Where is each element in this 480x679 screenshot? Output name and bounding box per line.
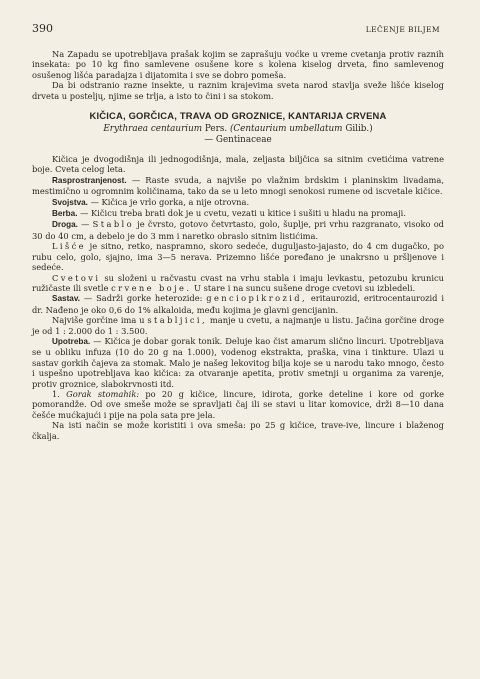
- running-head: LEČENJE BILJEM: [365, 25, 440, 34]
- intro-paragraph-1: Na Zapadu se upotrebljava prašak kojim se zaprašuju voćke u vreme cvetanja protiv raznih insekata: po 10 kg fino samlevene osušene kore s kolena kiselog drveta, fino samlevenog osušenog lišća paradajza i dijatomita i sve se dobro pomeša.: [32, 49, 444, 80]
- leaves-term: Lišće: [52, 241, 86, 252]
- distribution-label: Rasprostranjenost.: [52, 175, 127, 185]
- latin-synonym: (Centaurium umbellatum: [229, 124, 343, 135]
- latin-author: Pers.: [204, 124, 228, 135]
- flowers-paragraph: Cvetovi su složeni u račvastu cvast na vrhu stabla i imaju levkastu, petozubu krunicu ružičaste ili svetle crvene boje. U stare i na suncu sušene droge cvetovi su izbledeli.: [32, 272, 444, 293]
- distribution-paragraph: Rasprostranjenost. — Raste svuda, a najviše po vlažnim brdskim i planinskim livadama, mestimično u ogromnim količinama, tako da se u leto mnogi senokosi rumene od iscvetale kičice.: [32, 174, 444, 197]
- recipe-paragraph: 1. Gorak stomahik: po 20 g kičice, lincure, idirota, gorke deteline i kore od gorke pomorandže. Od ove smeše može se spravljati čaj ili se stavi u litar komovice, drži 8—10 dana češće mućkajući i pije na pola sata pre jela.: [32, 388, 444, 420]
- latin-name: Erythraea centaurium: [103, 124, 203, 135]
- composition-paragraph: Sastav. — Sadrži gorke heterozide: genciopikrozid, eritaurozid, eritrocentaurozid i dr. Nađeno je oko 0,6 do 1% alkaloida, među kojima je glavni gencijanin.: [32, 293, 444, 315]
- description-paragraph: Kičica je dvogodišnja ili jednogodišnja, mala, zeljasta biljčica sa sitnim cvetićima vatrene boje. Cveta celog leta.: [32, 154, 444, 175]
- harvest-paragraph: Berba. — Kičicu treba brati dok je u cvetu, vezati u kitice i sušiti u hladu na promaji.: [52, 208, 406, 219]
- latin-name-line: [32, 124, 444, 135]
- drug-paragraph: Droga. — Stablo je čvrsto, gotovo četvrtasto, golo, šuplje, pri vrhu razgranato, visoko od 30 do 40 cm, a debelo je do 3 mm i naretko obraslo sitnim listićima.: [32, 219, 444, 241]
- intro-paragraph-2: Da bi odstranio razne insekte, u raznim krajevima sveta narod stavlja sveže lišće kiselog drveta u posteljų, njime se trlja, a isto to čini i sa stokom.: [32, 80, 444, 101]
- harvest-label: Berba.: [52, 209, 78, 219]
- usage-paragraph: Upotreba. — Kičica je dobar gorak tonik. Deluje kao čist amarum slično lincuri. Upotrebljava se u obliku infuza (10 do 20 g na 1.000), vodenog ekstrakta, praška, vina i tinkture. Ulazi u sastav gorkih čajeva za stomak. Malo je našeg lekovitog bilja koje se u narodu tako mnogo, često i uspešno upotrebljava kao kičica: za otvaranje apetita, protiv smetnji u organima za varenje, protiv groznice, slabokrvnosti itd.: [32, 335, 444, 389]
- drug-label: Droga.: [52, 220, 78, 230]
- page-number: 390: [32, 22, 53, 35]
- flowers-term: Cvetovi: [52, 272, 101, 283]
- leaves-paragraph: Lišće je sitno, retko, naspramno, skoro sedeće, duguljasto-jajasto, do 4 cm dugačko, po rubu celo, golo, sjajno, ima 3—5 nerava. Prizemno lišće poređano je unakrsno u pršljenove i sedeće.: [32, 241, 444, 273]
- stem-term: Stablo: [92, 219, 134, 230]
- properties-paragraph: Svojstva. — Kičica je vrlo gorka, a nije otrovna.: [52, 196, 250, 207]
- bitterness-paragraph: Najviše gorčine ima u stabljici, manje u cvetu, a najmanje u listu. Jačina gorčine droge je od 1 : 2.000 do 1 : 3.500.: [32, 315, 444, 336]
- latin-synonym-author: Gilib.): [345, 124, 373, 135]
- page-header: [32, 22, 444, 35]
- section-title: KIČICA, GORČICA, TRAVA OD GROZNICE, KANTARIJA CRVENA: [89, 110, 387, 122]
- composition-label: Sastav.: [52, 294, 81, 304]
- closing-paragraph: Na isti način se može koristiti i ova smeša: po 25 g kičice, trave-ive, lincure i blaženog čkalja.: [32, 420, 444, 441]
- recipe-title: Gorak stomahik:: [66, 388, 140, 399]
- usage-label: Upotreba.: [52, 336, 91, 346]
- properties-label: Svojstva.: [52, 197, 88, 207]
- family-name: — Gentinaceae: [204, 135, 272, 146]
